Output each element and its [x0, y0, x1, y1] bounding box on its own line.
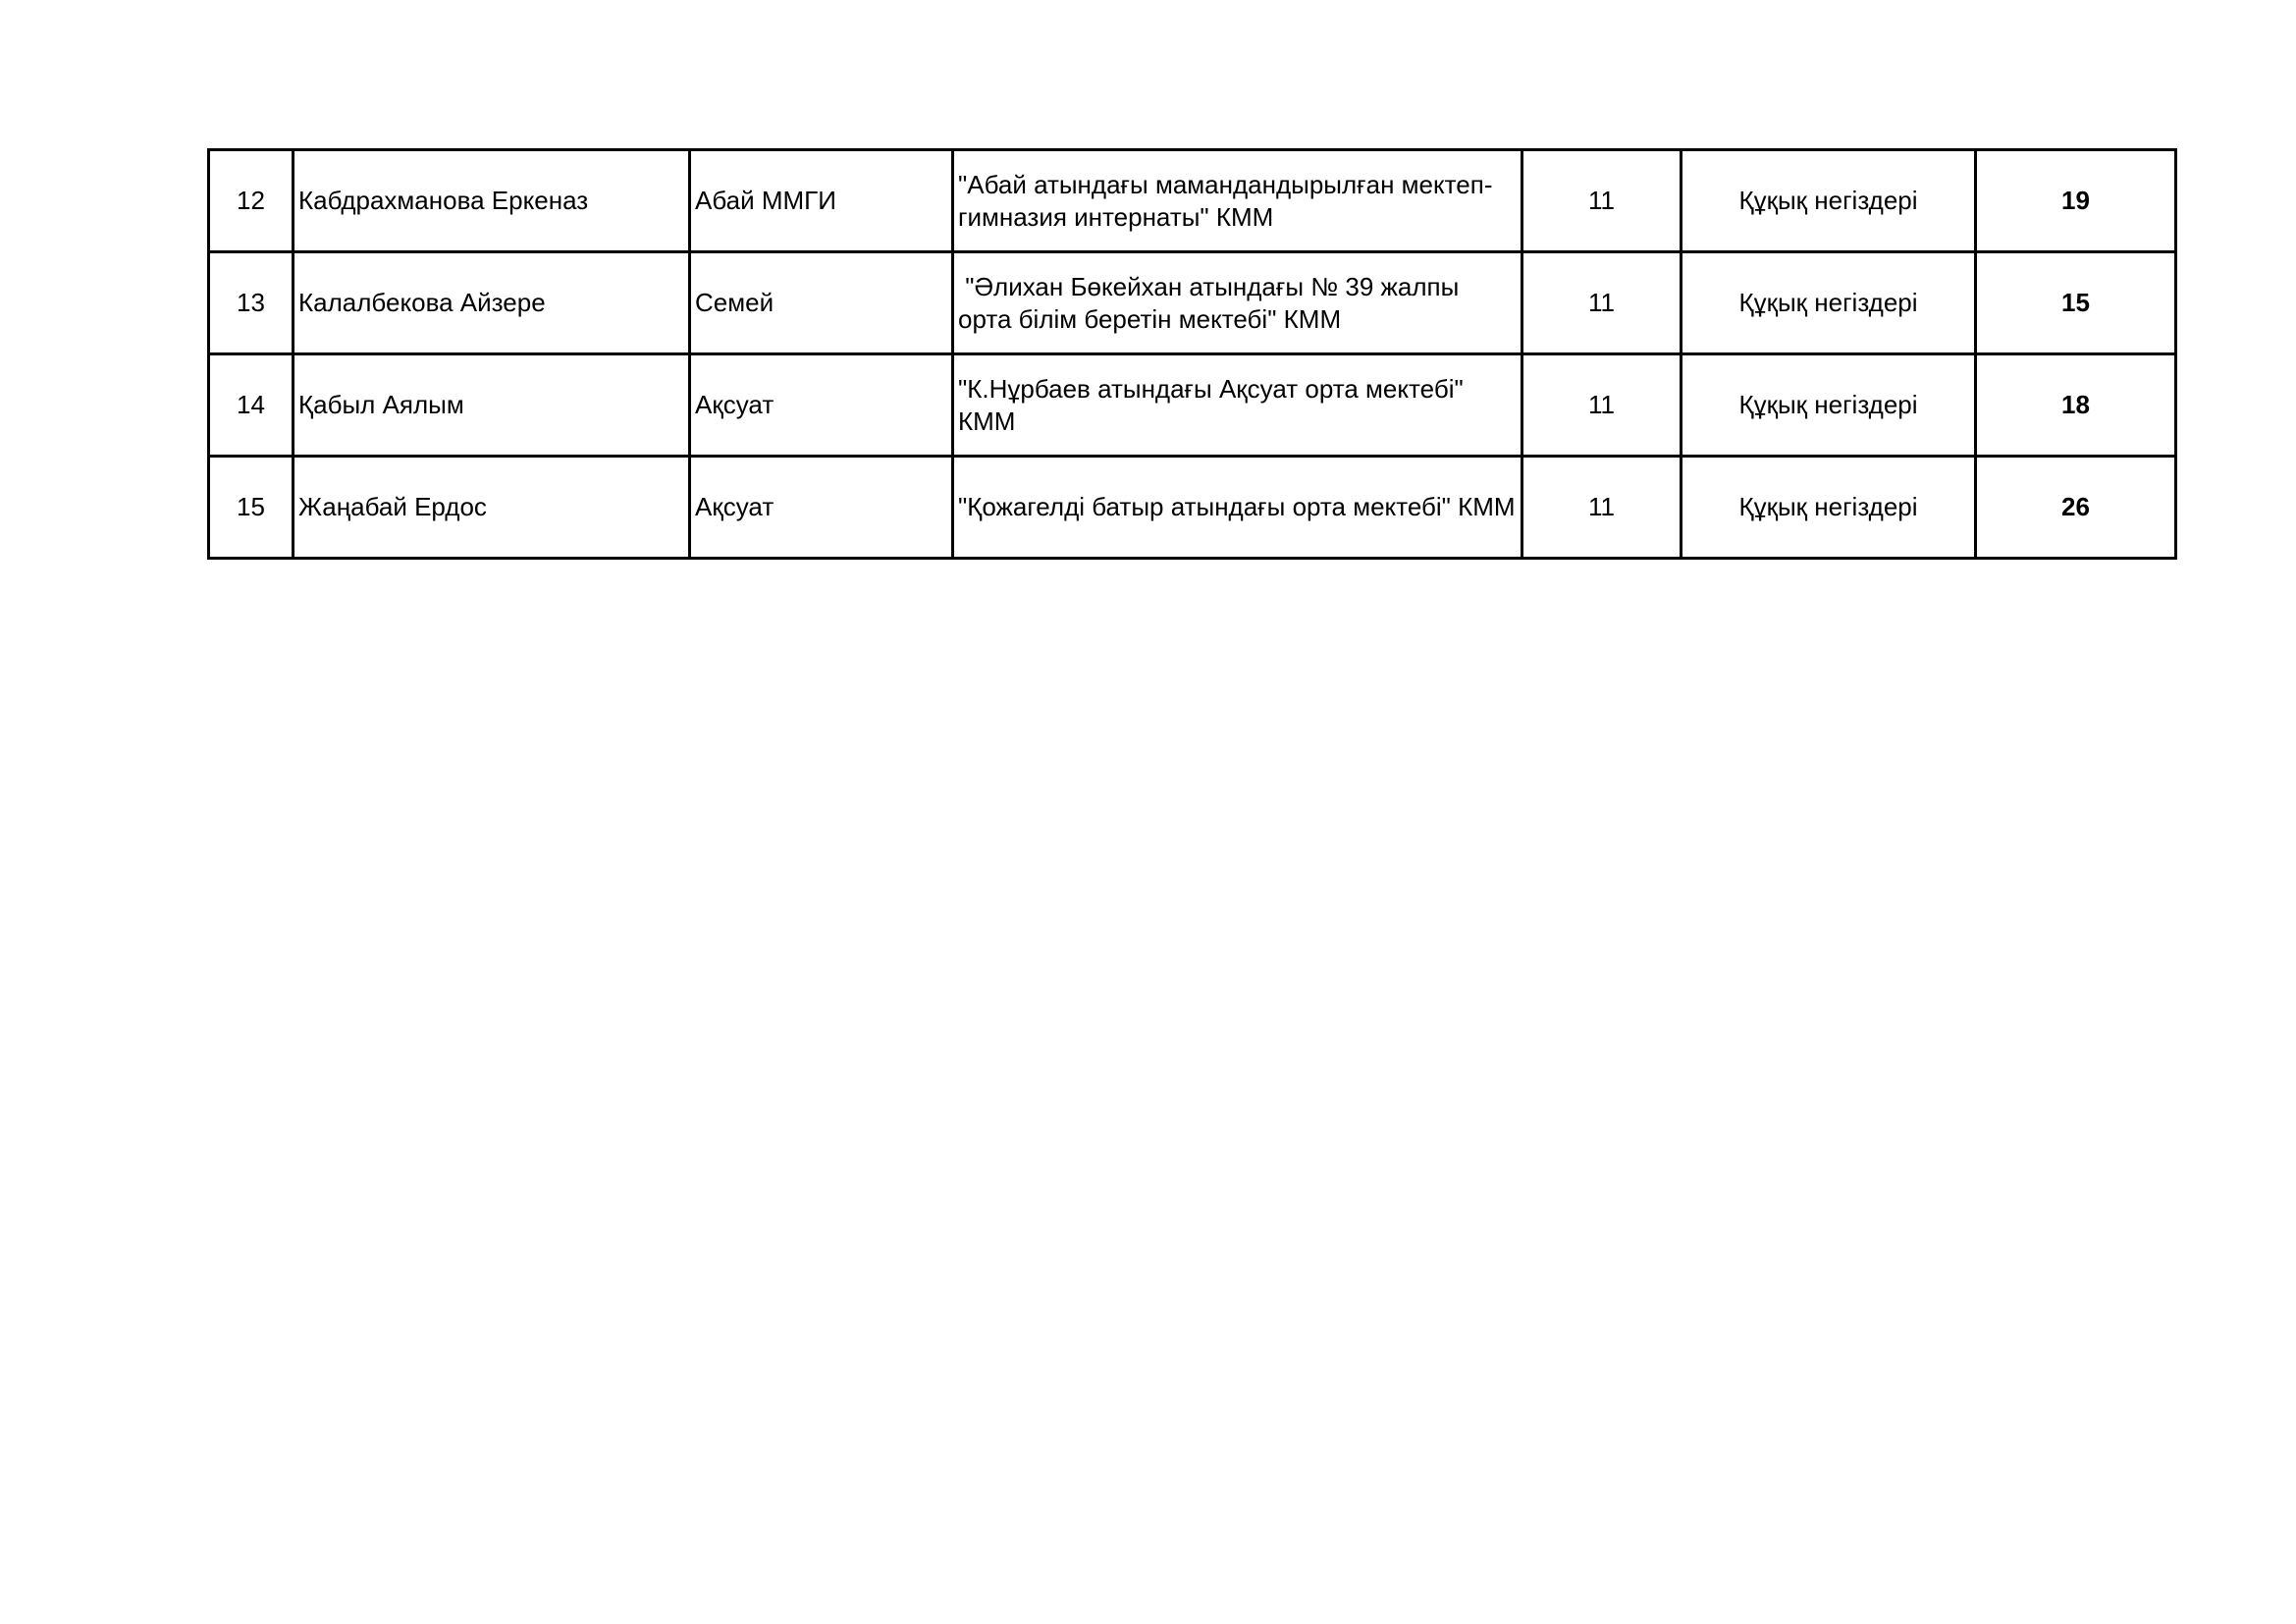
student-name: Қабыл Аялым: [294, 354, 690, 457]
row-number: 12: [209, 150, 294, 252]
grade: 11: [1522, 252, 1682, 354]
row-number: 13: [209, 252, 294, 354]
region: Семей: [690, 252, 953, 354]
score: 15: [1976, 252, 2176, 354]
row-number: 15: [209, 457, 294, 559]
subject: Құқық негіздері: [1682, 354, 1976, 457]
score: 19: [1976, 150, 2176, 252]
region: Ақсуат: [690, 457, 953, 559]
school-name: "Әлихан Бөкейхан атындағы № 39 жалпы орта білім беретін мектебі" КММ: [953, 252, 1522, 354]
subject: Құқық негіздері: [1682, 457, 1976, 559]
grade: 11: [1522, 150, 1682, 252]
student-name: Калалбекова Айзере: [294, 252, 690, 354]
subject: Құқық негіздері: [1682, 150, 1976, 252]
student-name: Кабдрахманова Еркеназ: [294, 150, 690, 252]
table-row: [209, 252, 2176, 354]
region: Абай ММГИ: [690, 150, 953, 252]
table-row: [209, 457, 2176, 559]
table-row: [209, 150, 2176, 252]
school-name: "К.Нұрбаев атындағы Ақсуат орта мектебі" КММ: [953, 354, 1522, 457]
region: Ақсуат: [690, 354, 953, 457]
results-table: [207, 148, 2177, 560]
subject: Құқық негіздері: [1682, 252, 1976, 354]
school-name: "Қожагелді батыр атындағы орта мектебі" КММ: [953, 457, 1522, 559]
grade: 11: [1522, 457, 1682, 559]
school-name: "Абай атындағы мамандандырылған мектеп-гимназия интернаты" КММ: [953, 150, 1522, 252]
student-name: Жаңабай Ердос: [294, 457, 690, 559]
score: 18: [1976, 354, 2176, 457]
score: 26: [1976, 457, 2176, 559]
grade: 11: [1522, 354, 1682, 457]
table-row: [209, 354, 2176, 457]
row-number: 14: [209, 354, 294, 457]
